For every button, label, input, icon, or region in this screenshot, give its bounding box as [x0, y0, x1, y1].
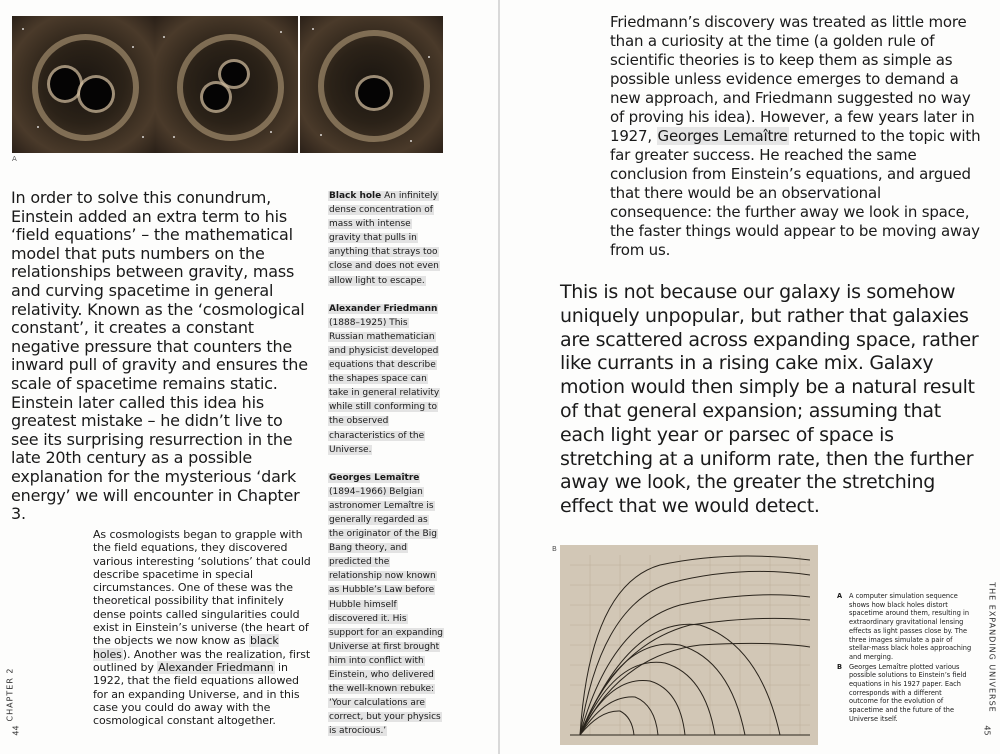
caption-letter: A	[837, 592, 843, 600]
black-hole-image-2	[155, 16, 298, 153]
black-hole-image-3	[300, 16, 443, 153]
glossary-definition: (1894–1966) Belgian astronomer Lemaître is generally regarded as the originator of the Big Bang theory, and predicted the relationship now known as Hubble’s Law before Hubble himself discovered it. His support for an expanding Universe at first brought him into conflict with Einstein, who delivered the well-known rebuke: ‘Your calculations are correct, but your physics is atrocious.’	[329, 486, 443, 737]
alexander-friedmann-link[interactable]: Alexander Friedmann	[158, 660, 274, 674]
page-number-right: 45	[982, 725, 992, 736]
caption-b	[837, 663, 972, 724]
column-paragraph	[93, 528, 313, 727]
figure-b-label: B	[552, 545, 557, 553]
main-paragraph: In order to solve this conundrum, Einstein added an extra term to his ‘field equations’ – the mathematical model that puts numbers on the relationships between gravity, mass and curving spacetime in general relativity. Known as the ‘cosmological constant’, it creates a constant negative pressure that counters the inward pull of gravity and ensures the scale of spacetime remains static. Einstein later called this idea his greatest mistake – he didn’t live to see its surprising resurrection in the late 20th century as a possible explanation for the mysterious ‘dark energy’ we will encounter in Chapter 3.	[11, 188, 308, 524]
glossary-entry-friedmann	[328, 302, 443, 457]
chapter-label: CHAPTER 2	[5, 667, 15, 722]
caption-text: Georges Lemaître plotted various possible solutions to Einstein’s field equations in his 1927 paper. Each corresponds with a different outcome for the evolution of spacetime and the future of the Universe itself.	[849, 662, 967, 723]
caption-letter: B	[837, 662, 843, 671]
column-text-part1: As cosmologists began to grapple with the field equations, they discovered various interesting ‘solutions’ that could describe spacetime in special circumstances. One of these was the theoretical possibility that infinitely dense points called singularities could exist in Einstein’s universe (the heart of the objects we now know as	[93, 528, 311, 648]
book-spine	[498, 0, 500, 754]
section-label: THE EXPANDING UNIVERSE	[987, 582, 997, 713]
glossary-definition: An infinitely dense concentration of mass with intense gravity that pulls in anything that strays too close and does not even allow light to escape.	[329, 191, 439, 286]
intro-paragraph	[610, 13, 986, 260]
black-hole-image-1	[12, 16, 155, 153]
intro-text-part2: returned to the topic with far greater success. He reached the same conclusion from Einstein’s equations, and argued that there would be an observational consequence: the further away we look in space, the faster things would appear to be moving away from us.	[610, 127, 981, 259]
black-holes-link[interactable]: black holes	[93, 634, 279, 661]
column-text-part2: ). Another was the realization, first outlined by	[93, 647, 311, 674]
caption-text: A computer simulation sequence shows how black holes distort spacetime around them, resulting in extraordinary gravitational lensing effects as light passes close by. The three images simulate a pair of stellar-mass black holes approaching and merging.	[849, 592, 972, 661]
glossary-entry-lemaitre	[328, 471, 443, 739]
lemaitre-plot-drawing	[560, 545, 818, 745]
figure-a-label: A	[12, 155, 17, 163]
figure-captions	[837, 592, 972, 725]
glossary-term: Georges Lemaître	[329, 472, 420, 483]
lemaitre-plot-image	[560, 545, 818, 745]
glossary-term: Black hole	[329, 191, 382, 201]
glossary-term: Alexander Friedmann	[329, 303, 438, 314]
caption-a	[837, 592, 972, 662]
large-paragraph: This is not because our galaxy is somehow uniquely unpopular, but rather that galaxies are scattered across expanding space, rather like currants in a rising cake mix. Galaxy motion would then simply be a natural result of that general expansion; assuming that each light year or parsec of space is stretching at a uniform rate, then the further away we look, the greater the stretching effect that we would detect.	[560, 281, 979, 518]
column-text-part3: in 1922, that the field equations allowed for an expanding Universe, and in this case you could do away with the cosmological constant altogether.	[93, 660, 300, 728]
georges-lemaitre-link[interactable]: Georges Lemaître	[657, 127, 788, 145]
page-number-left: 44	[11, 725, 21, 736]
glossary-entry-black-hole	[328, 189, 443, 288]
glossary-definition: (1888–1925) This Russian mathematician and physicist developed equations that describe the shapes space can take in general relativity while still conforming to the observed characteristics of the Universe.	[329, 317, 440, 455]
intro-text-part1: Friedmann’s discovery was treated as little more than a curiosity at the time (a golden rule of scientific theories is to keep them as simple as possible unless evidence emerges to demand a new approach, and Friedmann suggested no way of proving his idea). However, a few years later in 1927,	[610, 13, 975, 145]
glossary-sidebar	[328, 189, 443, 752]
